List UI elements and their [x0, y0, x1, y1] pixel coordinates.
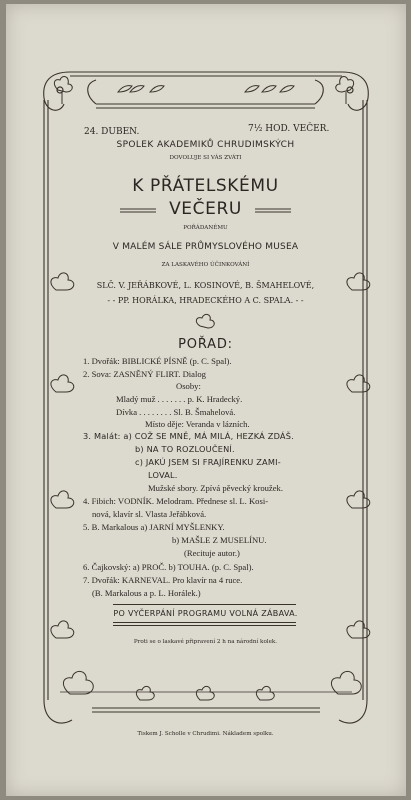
flower-ornament-top-right	[336, 77, 354, 104]
invite-line: DOVOLUJE SI VÁS ZVÁTI	[169, 155, 242, 161]
program-line: 7. Dvořák: KARNEVAL. Pro klavír na 4 ruce.	[83, 575, 243, 585]
program-line: 3. Malát: a) COŽ SE MNĚ, MÁ MILÁ, HEZKÁ ZDÁŠ.	[83, 431, 294, 441]
program-line: Dívka . . . . . . . . Sl. B. Šmahelová.	[116, 407, 236, 417]
program-line: (B. Markalous a p. L. Horálek.)	[92, 588, 201, 598]
program-line: 6. Čajkovský: a) PROČ. b) TOUHA. (p. C. Spal).	[83, 562, 254, 572]
program-line: 2. Sova: ZASNĚNÝ FLIRT. Dialog	[83, 369, 206, 379]
program-line: b) MAŠLE Z MUSELÍNU.	[172, 535, 267, 545]
performers-line-2: - - PP. HORÁLKA, HRADECKÉHO A C. SPALA. - -	[107, 296, 304, 305]
venue-line: V MALÉM SÁLE PRŮMYSLOVÉHO MUSEA	[112, 242, 299, 252]
organized-line: POŘÁDANÉMU	[183, 225, 228, 231]
admission-note: Proti se o laskavé připravení 2 h na národní kolek.	[133, 639, 278, 645]
program-line: Místo děje: Veranda v lázních.	[145, 419, 250, 429]
program-line: LOVAL.	[148, 470, 178, 480]
event-date: 24. DUBEN.	[84, 127, 140, 137]
program-line: nová, klavír sl. Vlasta Jeřábková.	[92, 509, 207, 519]
cooperation-line: ZA LASKAVÉHO ÚČINKOVÁNÍ	[161, 262, 250, 268]
society-name: SPOLEK AKADEMIKŮ CHRUDIMSKÝCH	[116, 140, 295, 150]
program-line: 4. Fibich: VODNÍK. Melodram. Přednese sl. L. Kosi-	[83, 496, 269, 506]
program-line: 1. Dvořák: BIBLICKÉ PÍSNĚ (p. C. Spal).	[83, 356, 232, 366]
performers-line-1: SLČ. V. JEŘÁBKOVÉ, L. KOSINOVÉ, B. ŠMAHELOVÉ,	[96, 281, 315, 290]
program-line: Mladý muž . . . . . . . p. K. Hradecký.	[116, 394, 243, 404]
program-line: 5. B. Markalous a) JARNÍ MYŠLENKY.	[83, 522, 225, 532]
free-entertainment-notice: PO VYČERPÁNÍ PROGRAMU VOLNÁ ZÁBAVA.	[113, 609, 298, 618]
event-time: 7½ HOD. VEČER.	[248, 124, 330, 134]
program-line: Osoby:	[176, 381, 201, 391]
program-line: (Recituje autor.)	[184, 548, 240, 558]
program-line: b) NA TO ROZLOUČENÍ.	[135, 444, 235, 454]
program-line: Mužské sbory. Zpívá pěvecký kroužek.	[148, 483, 283, 493]
program-line: c) JAKÚ JSEM SI FRAJÍRENKU ZAMI-	[135, 457, 281, 467]
event-title-line1: K PŘÁTELSKÉMU	[132, 176, 279, 196]
program-heading: POŘAD:	[178, 337, 233, 352]
printer-line: Tiskem J. Scholle v Chrudimi. Nákladem spolku.	[137, 731, 274, 737]
event-title-line2: VEČERU	[169, 199, 242, 219]
